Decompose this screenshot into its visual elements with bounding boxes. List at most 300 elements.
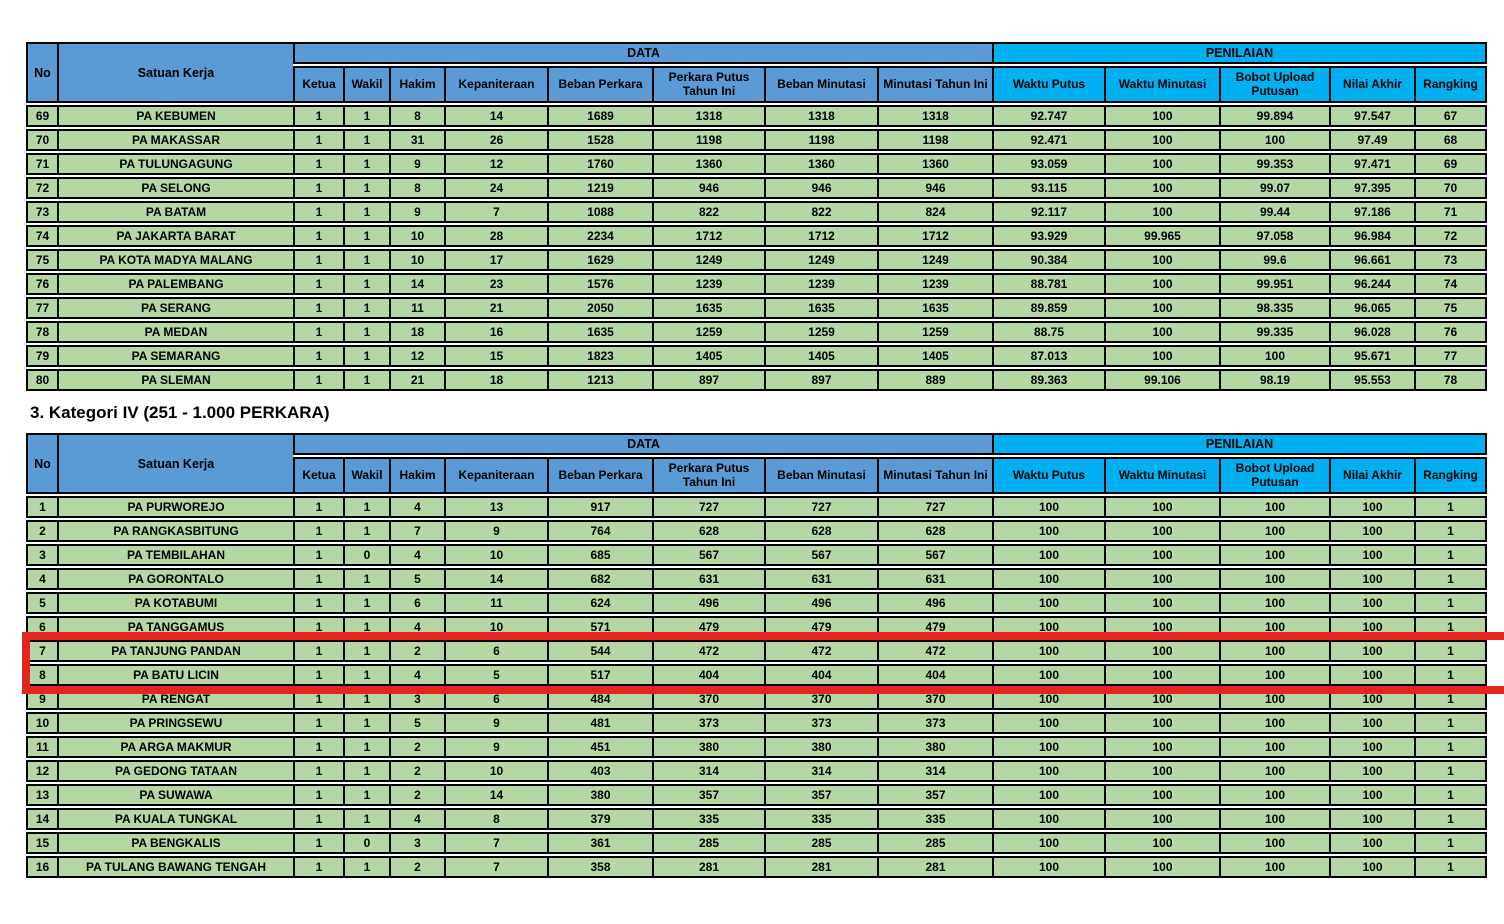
- value-cell: 97.547: [1329, 105, 1414, 127]
- value-cell: 99.07: [1219, 177, 1329, 199]
- value-cell: 100: [1104, 664, 1219, 686]
- row-number-cell: 8: [26, 664, 57, 686]
- value-cell: 1: [293, 736, 343, 758]
- value-cell: 100: [1329, 568, 1414, 590]
- value-cell: 824: [877, 201, 992, 223]
- kategori-3-ranking-table: [26, 40, 1487, 393]
- value-cell: 100: [1104, 856, 1219, 878]
- value-cell: 1: [343, 688, 389, 710]
- value-cell: 100: [1219, 544, 1329, 566]
- satuan-kerja-cell: PA BENGKALIS: [57, 832, 293, 854]
- value-cell: 628: [764, 520, 877, 542]
- value-cell: 373: [764, 712, 877, 734]
- value-cell: 1: [1414, 808, 1487, 830]
- value-cell: 68: [1414, 129, 1487, 151]
- table-row: [26, 664, 1487, 686]
- value-cell: 14: [444, 105, 547, 127]
- value-cell: 96.984: [1329, 225, 1414, 247]
- col-header-ketua: Ketua: [293, 457, 343, 494]
- value-cell: 1219: [547, 177, 652, 199]
- value-cell: 92.747: [992, 105, 1104, 127]
- value-cell: 1: [343, 568, 389, 590]
- value-cell: 1: [343, 856, 389, 878]
- value-cell: 1: [343, 592, 389, 614]
- value-cell: 73: [1414, 249, 1487, 271]
- value-cell: 1: [293, 297, 343, 319]
- value-cell: 100: [1104, 688, 1219, 710]
- value-cell: 1: [293, 832, 343, 854]
- value-cell: 1: [293, 369, 343, 391]
- value-cell: 97.471: [1329, 153, 1414, 175]
- value-cell: 11: [389, 297, 444, 319]
- value-cell: 96.028: [1329, 321, 1414, 343]
- value-cell: 1: [1414, 736, 1487, 758]
- value-cell: 100: [1104, 321, 1219, 343]
- satuan-kerja-cell: PA SERANG: [57, 297, 293, 319]
- table-row: [26, 736, 1487, 758]
- value-cell: 1318: [652, 105, 764, 127]
- value-cell: 21: [389, 369, 444, 391]
- value-cell: 1: [1414, 616, 1487, 638]
- col-header-beban-perkara: Beban Perkara: [547, 457, 652, 494]
- value-cell: 17: [444, 249, 547, 271]
- satuan-kerja-cell: PA ARGA MAKMUR: [57, 736, 293, 758]
- value-cell: 946: [877, 177, 992, 199]
- table-row: [26, 496, 1487, 518]
- value-cell: 404: [764, 664, 877, 686]
- table-row: [26, 784, 1487, 806]
- value-cell: 7: [444, 856, 547, 878]
- value-cell: 100: [992, 832, 1104, 854]
- satuan-kerja-cell: PA TEMBILAHAN: [57, 544, 293, 566]
- satuan-kerja-cell: PA KUALA TUNGKAL: [57, 808, 293, 830]
- value-cell: 100: [1104, 273, 1219, 295]
- value-cell: 100: [1104, 249, 1219, 271]
- value-cell: 403: [547, 760, 652, 782]
- value-cell: 1405: [764, 345, 877, 367]
- value-cell: 624: [547, 592, 652, 614]
- value-cell: 100: [1104, 592, 1219, 614]
- value-cell: 5: [389, 568, 444, 590]
- value-cell: 100: [1104, 760, 1219, 782]
- value-cell: 1405: [877, 345, 992, 367]
- value-cell: 361: [547, 832, 652, 854]
- value-cell: 3: [389, 688, 444, 710]
- table-row: [26, 832, 1487, 854]
- value-cell: 100: [1104, 129, 1219, 151]
- value-cell: 946: [764, 177, 877, 199]
- col-header-hakim: Hakim: [389, 457, 444, 494]
- value-cell: 88.75: [992, 321, 1104, 343]
- value-cell: 727: [764, 496, 877, 518]
- value-cell: 2234: [547, 225, 652, 247]
- table-row: [26, 688, 1487, 710]
- value-cell: 897: [652, 369, 764, 391]
- value-cell: 281: [877, 856, 992, 878]
- value-cell: 1: [1414, 856, 1487, 878]
- value-cell: 4: [389, 616, 444, 638]
- col-header-minutasi-tahun-ini: Minutasi Tahun Ini: [877, 66, 992, 103]
- value-cell: 100: [1104, 520, 1219, 542]
- value-cell: 358: [547, 856, 652, 878]
- value-cell: 7: [444, 832, 547, 854]
- col-header-perkara-putus: Perkara Putus Tahun Ini: [652, 457, 764, 494]
- value-cell: 335: [877, 808, 992, 830]
- col-header-rangking: Rangking: [1414, 66, 1487, 103]
- value-cell: 1: [1414, 760, 1487, 782]
- value-cell: 100: [1104, 832, 1219, 854]
- value-cell: 472: [764, 640, 877, 662]
- col-header-ketua: Ketua: [293, 66, 343, 103]
- value-cell: 1: [293, 712, 343, 734]
- value-cell: 98.335: [1219, 297, 1329, 319]
- satuan-kerja-cell: PA SELONG: [57, 177, 293, 199]
- value-cell: 100: [1219, 712, 1329, 734]
- value-cell: 1: [343, 201, 389, 223]
- value-cell: 2: [389, 784, 444, 806]
- value-cell: 100: [1329, 640, 1414, 662]
- value-cell: 9: [444, 520, 547, 542]
- table-row: [26, 760, 1487, 782]
- value-cell: 98.19: [1219, 369, 1329, 391]
- value-cell: 1360: [764, 153, 877, 175]
- col-header-wakil: Wakil: [343, 457, 389, 494]
- value-cell: 8: [389, 177, 444, 199]
- value-cell: 100: [992, 496, 1104, 518]
- value-cell: 8: [389, 105, 444, 127]
- value-cell: 567: [877, 544, 992, 566]
- value-cell: 571: [547, 616, 652, 638]
- row-number-cell: 79: [26, 345, 57, 367]
- value-cell: 380: [547, 784, 652, 806]
- kategori-4-ranking-table: [26, 431, 1487, 880]
- row-number-cell: 12: [26, 760, 57, 782]
- value-cell: 1: [343, 297, 389, 319]
- table-row: [26, 201, 1487, 223]
- col-header-beban-minutasi: Beban Minutasi: [764, 66, 877, 103]
- col-header-beban-perkara: Beban Perkara: [547, 66, 652, 103]
- value-cell: 1635: [764, 297, 877, 319]
- value-cell: 100: [992, 808, 1104, 830]
- row-number-cell: 78: [26, 321, 57, 343]
- value-cell: 1: [293, 808, 343, 830]
- row-number-cell: 15: [26, 832, 57, 854]
- value-cell: 100: [1219, 688, 1329, 710]
- value-cell: 314: [652, 760, 764, 782]
- value-cell: 95.553: [1329, 369, 1414, 391]
- value-cell: 100: [1104, 496, 1219, 518]
- col-header-kepaniteraan: Kepaniteraan: [444, 457, 547, 494]
- value-cell: 9: [444, 736, 547, 758]
- value-cell: 100: [992, 760, 1104, 782]
- value-cell: 404: [877, 664, 992, 686]
- value-cell: 99.894: [1219, 105, 1329, 127]
- table-row: [26, 592, 1487, 614]
- value-cell: 1088: [547, 201, 652, 223]
- value-cell: 97.186: [1329, 201, 1414, 223]
- value-cell: 1712: [652, 225, 764, 247]
- value-cell: 628: [877, 520, 992, 542]
- value-cell: 1: [1414, 664, 1487, 686]
- value-cell: 1: [343, 496, 389, 518]
- value-cell: 314: [877, 760, 992, 782]
- value-cell: 1: [343, 664, 389, 686]
- value-cell: 90.384: [992, 249, 1104, 271]
- value-cell: 631: [764, 568, 877, 590]
- value-cell: 100: [1329, 664, 1414, 686]
- value-cell: 87.013: [992, 345, 1104, 367]
- value-cell: 727: [877, 496, 992, 518]
- table-header: [26, 433, 1487, 494]
- value-cell: 96.244: [1329, 273, 1414, 295]
- table-row: [26, 105, 1487, 127]
- value-cell: 12: [444, 153, 547, 175]
- value-cell: 3: [389, 832, 444, 854]
- value-cell: 97.395: [1329, 177, 1414, 199]
- value-cell: 100: [992, 784, 1104, 806]
- value-cell: 567: [652, 544, 764, 566]
- value-cell: 1712: [877, 225, 992, 247]
- value-cell: 335: [652, 808, 764, 830]
- value-cell: 357: [652, 784, 764, 806]
- row-number-cell: 11: [26, 736, 57, 758]
- satuan-kerja-cell: PA TULUNGAGUNG: [57, 153, 293, 175]
- value-cell: 100: [1329, 496, 1414, 518]
- row-number-cell: 14: [26, 808, 57, 830]
- value-cell: 100: [1219, 520, 1329, 542]
- value-cell: 99.951: [1219, 273, 1329, 295]
- value-cell: 10: [389, 225, 444, 247]
- value-cell: 100: [1104, 177, 1219, 199]
- value-cell: 9: [389, 153, 444, 175]
- value-cell: 631: [877, 568, 992, 590]
- value-cell: 357: [764, 784, 877, 806]
- value-cell: 1259: [877, 321, 992, 343]
- value-cell: 99.353: [1219, 153, 1329, 175]
- value-cell: 373: [877, 712, 992, 734]
- table-header: [26, 42, 1487, 103]
- value-cell: 100: [1329, 784, 1414, 806]
- satuan-kerja-cell: PA PRINGSEWU: [57, 712, 293, 734]
- row-number-cell: 2: [26, 520, 57, 542]
- value-cell: 889: [877, 369, 992, 391]
- row-number-cell: 4: [26, 568, 57, 590]
- value-cell: 1: [1414, 688, 1487, 710]
- value-cell: 6: [444, 640, 547, 662]
- value-cell: 96.065: [1329, 297, 1414, 319]
- value-cell: 99.965: [1104, 225, 1219, 247]
- value-cell: 1198: [652, 129, 764, 151]
- value-cell: 1239: [877, 273, 992, 295]
- value-cell: 100: [1219, 568, 1329, 590]
- value-cell: 946: [652, 177, 764, 199]
- value-cell: 15: [444, 345, 547, 367]
- value-cell: 1: [293, 249, 343, 271]
- value-cell: 1318: [764, 105, 877, 127]
- value-cell: 1: [1414, 520, 1487, 542]
- satuan-kerja-cell: PA JAKARTA BARAT: [57, 225, 293, 247]
- value-cell: 567: [764, 544, 877, 566]
- section-heading: 3. Kategori IV (251 - 1.000 PERKARA): [30, 403, 330, 422]
- row-number-cell: 75: [26, 249, 57, 271]
- value-cell: 1: [343, 369, 389, 391]
- value-cell: 1629: [547, 249, 652, 271]
- value-cell: 100: [1219, 129, 1329, 151]
- value-cell: 9: [444, 712, 547, 734]
- value-cell: 484: [547, 688, 652, 710]
- value-cell: 100: [1329, 592, 1414, 614]
- value-cell: 6: [389, 592, 444, 614]
- value-cell: 1: [343, 105, 389, 127]
- value-cell: 1: [343, 808, 389, 830]
- value-cell: 100: [1104, 712, 1219, 734]
- col-header-wakil: Wakil: [343, 66, 389, 103]
- satuan-kerja-cell: PA KOTABUMI: [57, 592, 293, 614]
- value-cell: 23: [444, 273, 547, 295]
- value-cell: 97.058: [1219, 225, 1329, 247]
- satuan-kerja-cell: PA KEBUMEN: [57, 105, 293, 127]
- value-cell: 93.115: [992, 177, 1104, 199]
- row-number-cell: 70: [26, 129, 57, 151]
- value-cell: 100: [1219, 640, 1329, 662]
- value-cell: 727: [652, 496, 764, 518]
- value-cell: 682: [547, 568, 652, 590]
- value-cell: 100: [1329, 736, 1414, 758]
- value-cell: 285: [764, 832, 877, 854]
- col-header-satuan-kerja: Satuan Kerja: [57, 42, 293, 103]
- table-row: [26, 369, 1487, 391]
- value-cell: 31: [389, 129, 444, 151]
- col-header-bobot-upload: Bobot Upload Putusan: [1219, 457, 1329, 494]
- value-cell: 89.363: [992, 369, 1104, 391]
- value-cell: 1: [293, 640, 343, 662]
- satuan-kerja-cell: PA GEDONG TATAAN: [57, 760, 293, 782]
- value-cell: 496: [764, 592, 877, 614]
- value-cell: 100: [1219, 592, 1329, 614]
- value-cell: 1: [343, 712, 389, 734]
- col-header-perkara-putus: Perkara Putus Tahun Ini: [652, 66, 764, 103]
- value-cell: 100: [1219, 856, 1329, 878]
- value-cell: 5: [389, 712, 444, 734]
- row-number-cell: 10: [26, 712, 57, 734]
- value-cell: 100: [1104, 784, 1219, 806]
- value-cell: 4: [389, 808, 444, 830]
- value-cell: 479: [764, 616, 877, 638]
- value-cell: 1: [293, 105, 343, 127]
- value-cell: 100: [1104, 297, 1219, 319]
- value-cell: 1: [343, 153, 389, 175]
- row-number-cell: 3: [26, 544, 57, 566]
- col-header-minutasi-tahun-ini: Minutasi Tahun Ini: [877, 457, 992, 494]
- value-cell: 10: [444, 544, 547, 566]
- value-cell: 380: [877, 736, 992, 758]
- value-cell: 100: [992, 520, 1104, 542]
- value-cell: 100: [1104, 640, 1219, 662]
- satuan-kerja-cell: PA RANGKASBITUNG: [57, 520, 293, 542]
- value-cell: 99.335: [1219, 321, 1329, 343]
- row-number-cell: 9: [26, 688, 57, 710]
- row-number-cell: 74: [26, 225, 57, 247]
- row-number-cell: 16: [26, 856, 57, 878]
- value-cell: 1: [293, 201, 343, 223]
- value-cell: 1: [1414, 592, 1487, 614]
- value-cell: 93.929: [992, 225, 1104, 247]
- value-cell: 370: [764, 688, 877, 710]
- value-cell: 14: [389, 273, 444, 295]
- value-cell: 1360: [877, 153, 992, 175]
- value-cell: 1: [1414, 568, 1487, 590]
- value-cell: 100: [1329, 712, 1414, 734]
- row-number-cell: 76: [26, 273, 57, 295]
- value-cell: 1: [293, 688, 343, 710]
- value-cell: 100: [1329, 808, 1414, 830]
- value-cell: 100: [992, 688, 1104, 710]
- satuan-kerja-cell: PA GORONTALO: [57, 568, 293, 590]
- value-cell: 1: [293, 177, 343, 199]
- value-cell: 1635: [652, 297, 764, 319]
- row-number-cell: 73: [26, 201, 57, 223]
- value-cell: 1: [1414, 784, 1487, 806]
- value-cell: 479: [652, 616, 764, 638]
- value-cell: 100: [1104, 616, 1219, 638]
- value-cell: 1: [293, 321, 343, 343]
- value-cell: 517: [547, 664, 652, 686]
- value-cell: 1: [343, 129, 389, 151]
- value-cell: 357: [877, 784, 992, 806]
- value-cell: 1: [293, 760, 343, 782]
- value-cell: 14: [444, 568, 547, 590]
- value-cell: 1: [1414, 496, 1487, 518]
- value-cell: 100: [1104, 105, 1219, 127]
- satuan-kerja-cell: PA TANJUNG PANDAN: [57, 640, 293, 662]
- table-row: [26, 345, 1487, 367]
- value-cell: 99.106: [1104, 369, 1219, 391]
- value-cell: 1239: [764, 273, 877, 295]
- col-header-waktu-minutasi: Waktu Minutasi: [1104, 457, 1219, 494]
- col-header-hakim: Hakim: [389, 66, 444, 103]
- satuan-kerja-cell: PA MAKASSAR: [57, 129, 293, 151]
- table-row: [26, 321, 1487, 343]
- value-cell: 100: [1104, 345, 1219, 367]
- value-cell: 1: [343, 736, 389, 758]
- value-cell: 100: [1219, 736, 1329, 758]
- value-cell: 100: [1219, 760, 1329, 782]
- table-row: [26, 129, 1487, 151]
- value-cell: 1: [1414, 640, 1487, 662]
- value-cell: 1: [343, 640, 389, 662]
- col-header-nilai-akhir: Nilai Akhir: [1329, 457, 1414, 494]
- value-cell: 1: [293, 129, 343, 151]
- value-cell: 78: [1414, 369, 1487, 391]
- value-cell: 1: [343, 273, 389, 295]
- row-number-cell: 69: [26, 105, 57, 127]
- value-cell: 7: [444, 201, 547, 223]
- group-header-penilaian: PENILAIAN: [992, 42, 1487, 64]
- value-cell: 28: [444, 225, 547, 247]
- value-cell: 100: [1219, 496, 1329, 518]
- value-cell: 100: [1104, 736, 1219, 758]
- value-cell: 4: [389, 664, 444, 686]
- value-cell: 631: [652, 568, 764, 590]
- value-cell: 100: [992, 544, 1104, 566]
- col-header-bobot-upload: Bobot Upload Putusan: [1219, 66, 1329, 103]
- table-row: [26, 616, 1487, 638]
- satuan-kerja-cell: PA SEMARANG: [57, 345, 293, 367]
- value-cell: 1: [343, 249, 389, 271]
- table-row: [26, 273, 1487, 295]
- value-cell: 0: [343, 832, 389, 854]
- value-cell: 1823: [547, 345, 652, 367]
